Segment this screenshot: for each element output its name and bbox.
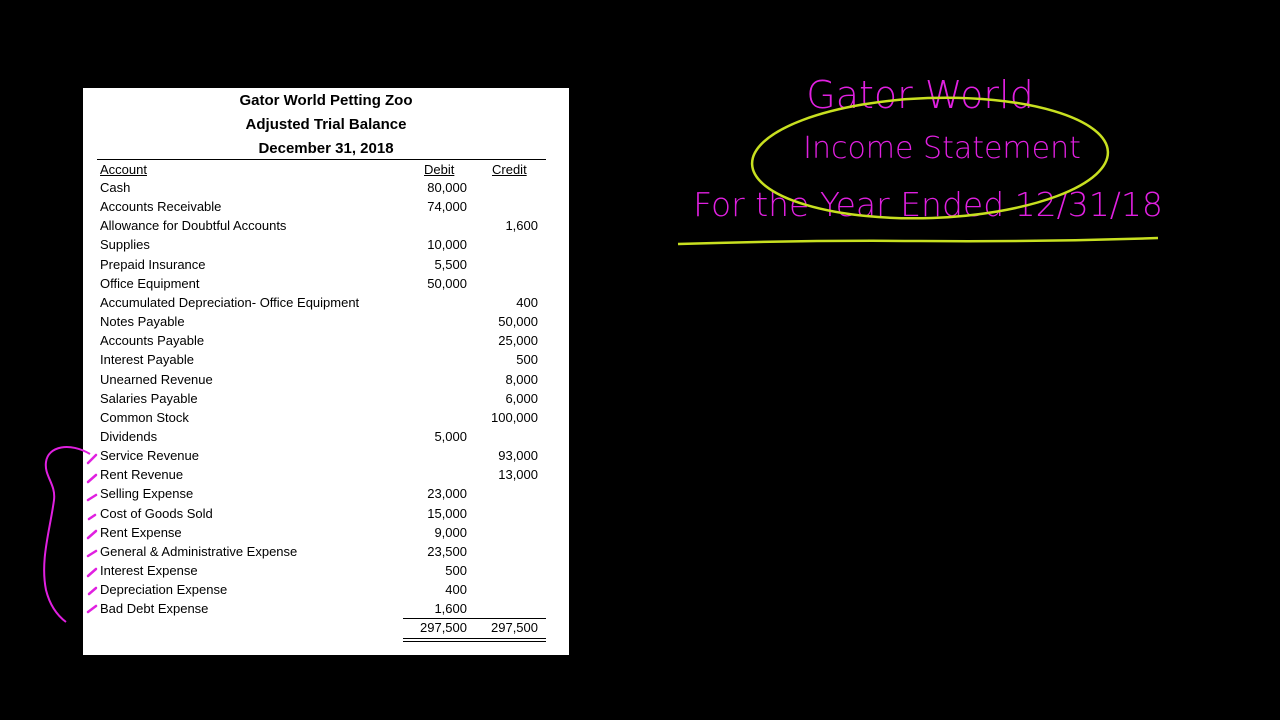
debit-amount: 5,500 — [434, 256, 467, 272]
account-name: Accounts Payable — [100, 333, 205, 349]
debit-amount: 23,500 — [427, 543, 467, 559]
handwritten-title — [693, 73, 1163, 224]
credit-total: 297,500 — [491, 620, 538, 635]
account-name: Prepaid Insurance — [100, 256, 206, 272]
account-name: Cost of Goods Sold — [100, 505, 213, 521]
check-icon — [88, 569, 96, 576]
credit-amount: 93,000 — [498, 448, 538, 464]
account-name: Accounts Receivable — [100, 199, 222, 215]
debit-amount: 23,000 — [427, 486, 467, 502]
account-name: Common Stock — [100, 409, 189, 425]
check-icon — [89, 588, 96, 594]
check-icon — [89, 515, 95, 519]
account-name: Allowance for Doubtful Accounts — [100, 218, 287, 234]
debit-amount: 15,000 — [427, 505, 467, 521]
handwritten-company: Gator World — [806, 73, 1034, 117]
account-name: Accumulated Depreciation- Office Equipment — [100, 294, 360, 310]
account-name: Interest Expense — [100, 563, 198, 578]
debit-amount: 5,000 — [434, 428, 467, 444]
document-title: Adjusted Trial Balance — [245, 116, 407, 133]
check-marks — [88, 455, 96, 612]
credit-amount: 6,000 — [505, 390, 538, 406]
account-column-header: Account — [100, 162, 147, 177]
account-name: Cash — [100, 180, 131, 195]
credit-amount: 1,600 — [505, 218, 538, 234]
account-name: Rent Revenue — [100, 467, 184, 483]
check-icon — [88, 455, 96, 463]
account-name: Selling Expense — [100, 486, 194, 502]
credit-amount: 13,000 — [498, 467, 538, 483]
account-name: General & Administrative Expense — [100, 543, 298, 559]
company-name: Gator World Petting Zoo — [239, 92, 413, 109]
credit-amount: 25,000 — [498, 333, 538, 349]
account-name: Service Revenue — [100, 448, 199, 464]
credit-amount: 50,000 — [498, 314, 538, 330]
document-date: December 31, 2018 — [258, 140, 394, 157]
debit-amount: 50,000 — [427, 275, 467, 291]
debit-amount: 80,000 — [427, 180, 467, 195]
account-name: Supplies — [100, 237, 150, 253]
account-name: Notes Payable — [100, 314, 185, 330]
account-name: Salaries Payable — [100, 390, 198, 406]
check-icon — [88, 606, 96, 612]
debit-amount: 500 — [445, 563, 467, 578]
account-name: Office Equipment — [100, 275, 200, 291]
credit-amount: 500 — [516, 352, 538, 368]
credit-amount: 8,000 — [505, 371, 538, 387]
check-icon — [88, 495, 96, 500]
check-icon — [88, 475, 96, 482]
credit-amount: 400 — [516, 294, 538, 310]
account-name: Bad Debt Expense — [100, 601, 209, 617]
handwritten-period: For the Year Ended 12/31/18 — [693, 185, 1163, 224]
debit-amount: 9,000 — [434, 524, 467, 540]
debit-amount: 400 — [445, 582, 467, 598]
check-icon — [88, 551, 96, 556]
debit-amount: 74,000 — [427, 199, 467, 215]
credit-amount: 100,000 — [491, 409, 538, 425]
credit-column-header: Credit — [492, 162, 527, 177]
account-name: Interest Payable — [100, 352, 194, 368]
handwritten-statement-name: Income Statement — [803, 131, 1081, 166]
debit-amount: 1,600 — [434, 601, 467, 617]
account-name: Rent Expense — [100, 524, 182, 540]
highlight-underline — [678, 238, 1158, 244]
bracket-mark — [44, 447, 90, 622]
debit-column-header: Debit — [424, 162, 455, 177]
debit-total: 297,500 — [420, 620, 467, 635]
account-name: Unearned Revenue — [100, 371, 213, 387]
account-name: Dividends — [100, 428, 158, 444]
check-icon — [88, 531, 96, 538]
account-name: Depreciation Expense — [100, 582, 228, 598]
debit-amount: 10,000 — [427, 237, 467, 253]
